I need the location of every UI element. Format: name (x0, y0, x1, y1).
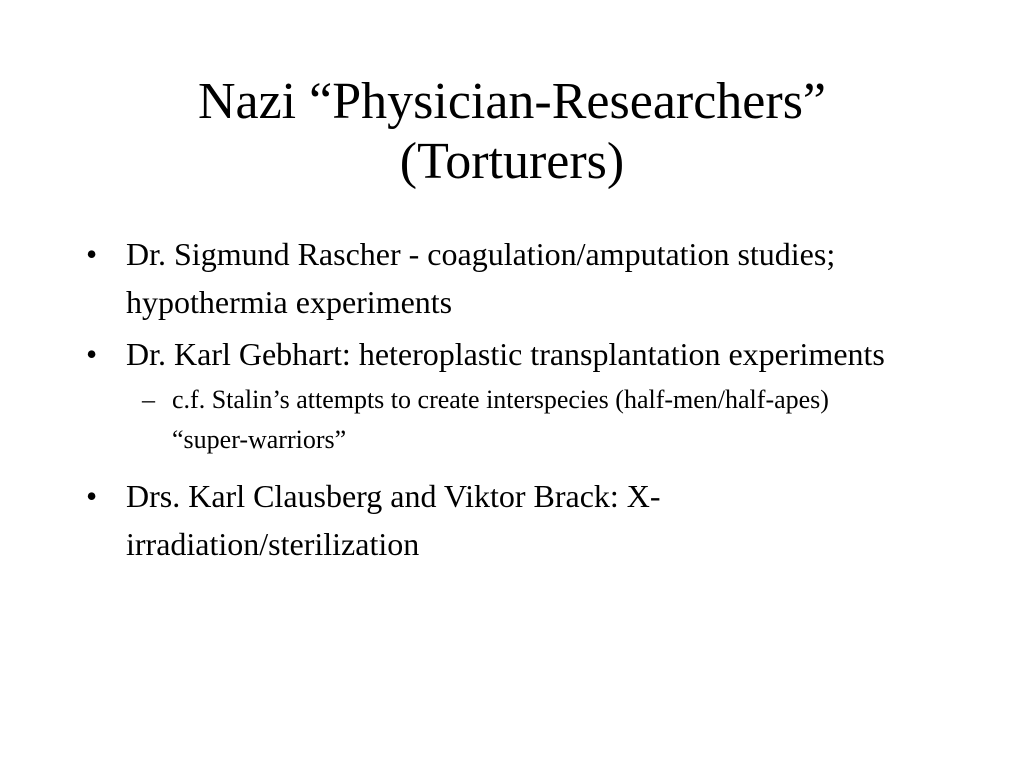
bullet-marker: • (86, 478, 98, 514)
bullet-text: Dr. Karl Gebhart: heteroplastic transplantation experiments (126, 336, 885, 372)
sub-bullet-item-stalin (86, 380, 906, 460)
bullet-text: Dr. Sigmund Rascher - coagulation/amputation studies; hypothermia experiments (126, 236, 836, 320)
bullet-item-clausberg-brack (86, 472, 906, 568)
sub-bullet-marker: – (142, 385, 155, 414)
bullet-marker: • (86, 336, 98, 372)
slide-title-line-1: Nazi “Physician-Researchers” (197, 73, 827, 130)
slide-title (80, 72, 944, 192)
sub-bullet-text: c.f. Stalin’s attempts to create interspecies (half-men/half-apes) “super-warriors” (172, 385, 829, 454)
bullet-list (86, 230, 906, 572)
bullet-marker: • (86, 236, 98, 272)
bullet-item-gebhart (86, 330, 906, 378)
bullet-text: Drs. Karl Clausberg and Viktor Brack: X-irradiation/sterilization (126, 478, 661, 562)
slide-title-line-2: (Torturers) (399, 133, 625, 190)
bullet-item-rascher (86, 230, 906, 326)
